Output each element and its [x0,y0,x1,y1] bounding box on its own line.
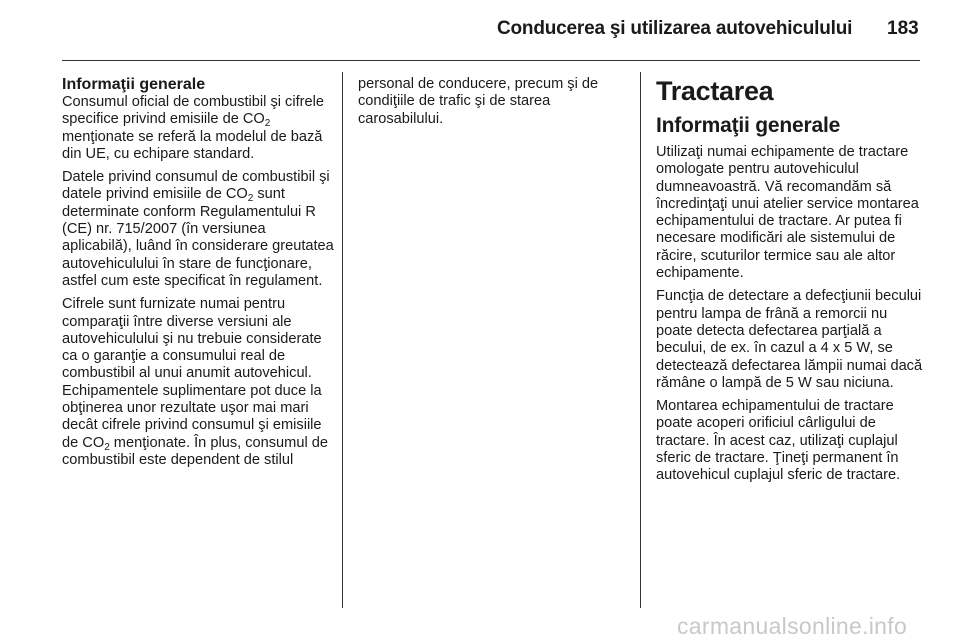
paragraph [62,169,334,290]
header-title: Conducerea şi utilizarea autovehiculului [497,18,853,39]
column-3 [656,76,924,491]
text-run: sunt determinate conform Regulamentului R (CE) nr. 715/2007 (în versiunea aplicabilă), luând în considerare greutatea autovehiculului în stare de funcţionare, astfel cum este specificat în regulament. [62,186,334,289]
header-divider [62,60,920,61]
text-run: Cifrele sunt furnizate numai pentru comparaţii între diverse versiuni ale autovehiculului şi nu trebuie considerate ca o garanţie a consumului real de combustibil al unui anumit autovehicul. Echipamentele suplimentare pot duce la obţinerea unor rezultate uşor mai mari decât cifrele privind consumul şi emisiile de CO [62,296,322,451]
column-2 [358,76,628,134]
page-number: 183 [887,18,919,39]
column-divider [342,72,343,608]
paragraph: Utilizaţi numai echipamente de tractare omologate pentru autovehiculul dumneavoastră. Vă recomandăm să încredinţaţi unui atelier service montarea echipamentului de tractare. Ar putea fi necesare modificări ale sistemului de răcire, scuturilor termice sau ale altor echipamente. [656,144,919,282]
paragraph: personal de conducere, precum şi de condiţiile de trafic şi de starea carosabilului. [358,76,599,127]
paragraph [62,296,334,469]
column-divider [640,72,641,608]
text-run: menţionate. În plus, consumul de combustibil este dependent de stilul [62,434,328,468]
paragraph: Funcţia de detectare a defecţiunii becului pentru lampa de frână a remorcii nu poate detecta defectarea parţială a becului, de ex. în cazul a 4 x 5 W, se detectează defectarea lămpii numai dacă rămâne o lampă de 5 W sau niciuna. [656,288,923,391]
column-1 [62,76,334,475]
watermark: carmanualsonline.info [677,613,908,639]
paragraph: Montarea echipamentului de tractare poate acoperi orificiul cârligului de tractare. În acest caz, utilizaţi cuplajul sferic de tractare. Ţineţi permanent în autovehicul cuplajul sferic de tractare. [656,398,901,484]
subscript: 2 [104,441,110,453]
paragraph [62,94,334,163]
text-run: Consumul oficial de combustibil şi cifrele specifice privind emisiile de CO [62,94,324,128]
subsection-title: Informaţii generale [656,114,841,137]
chapter-title: Tractarea [656,76,774,106]
subscript: 2 [264,118,271,130]
subscript: 2 [247,193,254,205]
text-run: Datele privind consumul de combustibil şi datele privind emisiile de CO [62,169,330,203]
text-run: menţionate se referă la modelul de bază din UE, cu echipare standard. [62,128,323,162]
section-heading: Informaţii generale [62,76,206,93]
